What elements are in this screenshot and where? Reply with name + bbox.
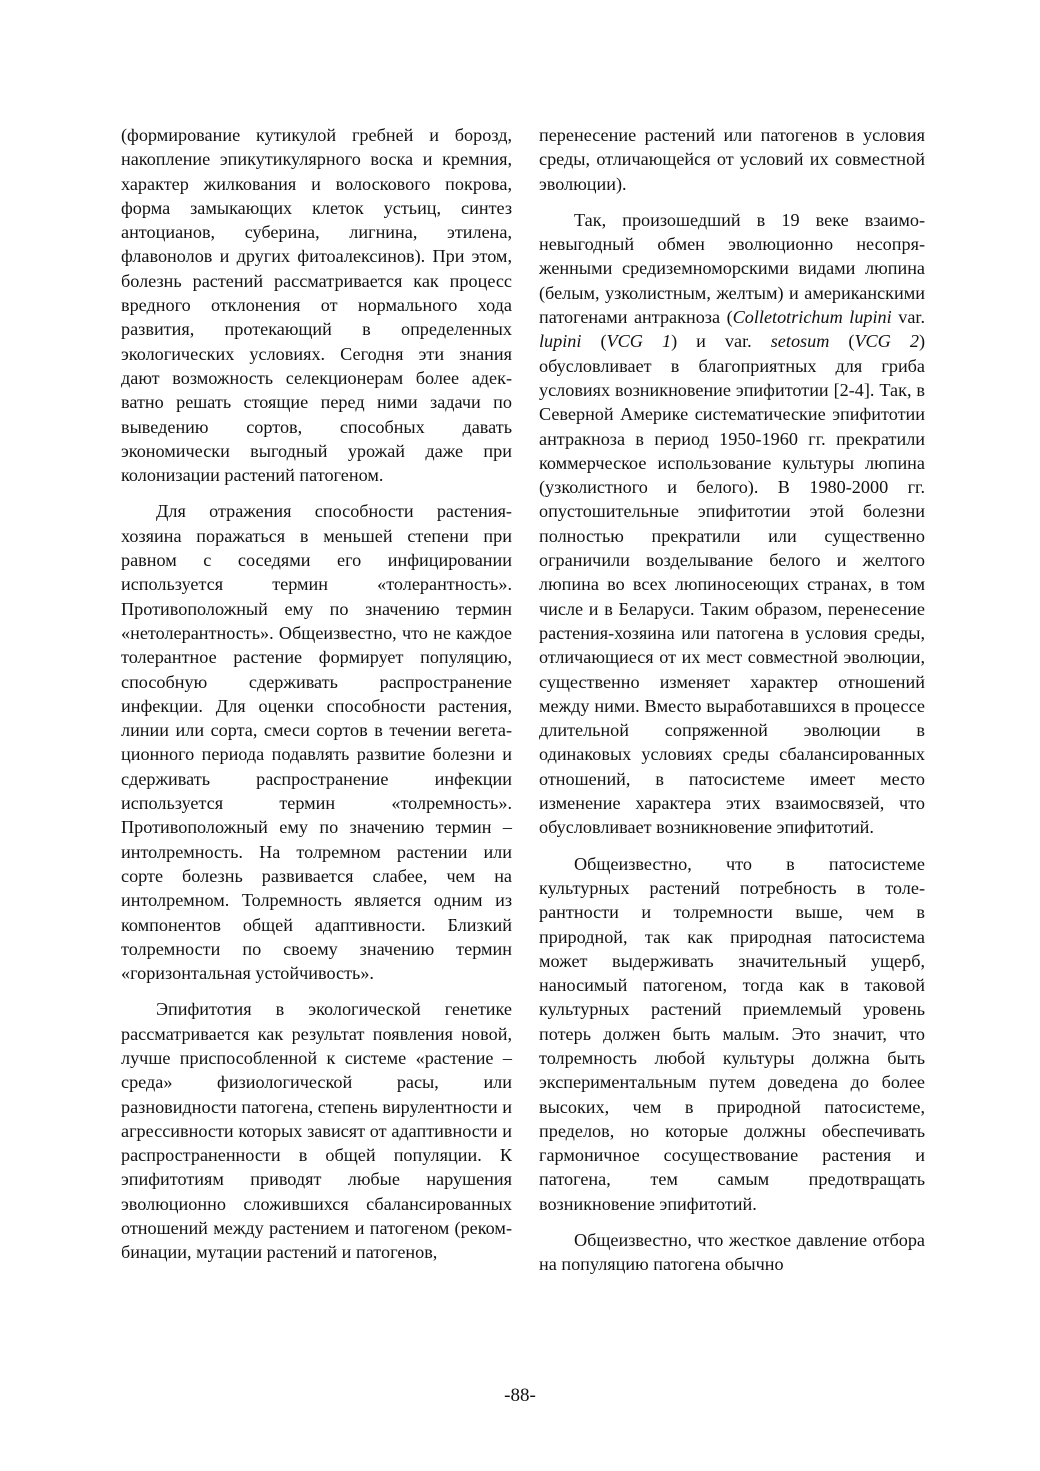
variety-name: setosum [770, 331, 830, 352]
page-number: -88- [504, 1385, 536, 1406]
vcg-label: VCG 1 [606, 331, 672, 352]
paragraph [539, 208, 925, 840]
paragraph: Для отражения способности растения-хозяина поражаться в меньшей степени при равном с соседями его инфицировании используется термин «толерантность». Противоположный ему по значению термин «нетолерантность». Общеизвестно, что не каждое толерантное растение формирует популяцию, способную сдерживать распространение инфекции. Для оценки способности растения, линии или сорта, смеси сортов в течении вегетационного периода подавлять развитие болезни и сдерживать распространение инфекции используется термин «толремность». Противоположный ему по значению термин – интолремность. На толремном растении или сорте болезнь развивается слабее, чем на интолремном. Толремность является одним из компонентов общей адаптивности. Близкий толремности по своему значению термин «горизонтальная устойчивость». [121, 501, 512, 984]
paragraph: Общеизвестно, что жесткое давление отбора на популяцию патогена обычно [539, 1230, 925, 1275]
text-run: ) обусловливает в благоприятных для гриба условиях возникновение эпифитотии [2-4]. Так, в Северной Америке систематические эпифитотии антракноза в период 1950-1960 гг. прекратили коммерческое использование культуры люпина (узколистного и белого). В 1980-2000 гг. опустошительные эпифитотии этой болезни полностью прекратили или существенно ограничили возделывание белого и желтого люпина во всех люпиносеющих странах, в том числе и в Беларуси. Таким образом, перенесение растения-хозяина или патогена в условия среды, отличающиеся от их мест совместной эволюции, существенно изменяет характер отношений между ними. Вместо выработавшихся в процессе длительной сопряженной эволюции в одинаковых условиях среды сбалансированных отношений, в патосистеме имеет место изменение характера этих взаимосвязей, что обусловливает возникновение эпифитотий. [539, 331, 926, 838]
paragraph: Эпифитотия в экологической генетике рассматривается как результат появления новой, лучше приспособленной к системе «растение – среда» физиологической расы, или разновидности патогена, степень вирулентности и агрессивности которых зависят от адаптивности и распространенности в общей популяции. К эпифитотиям приводят любые нарушения эволюционно сложившихся сбалансированных отношений между растением и патогеном (рекомбинации, мутации растений и патогенов, [121, 999, 512, 1263]
text-run: ( [581, 331, 607, 352]
right-text-column [539, 123, 925, 1277]
text-run: Так, произошедший в 19 веке взаимоневыгодный обмен эволюционно несопряженными средиземноморскими видами люпина (белым, узколистным, желтым) и американскими патогенами антракноза ( [539, 209, 925, 328]
variety-name: lupini [539, 331, 582, 352]
vcg-label: VCG 2 [854, 331, 919, 352]
text-run: var. [891, 307, 925, 328]
species-name: Colletotrichum lupini [732, 307, 892, 328]
paragraph: Общеизвестно, что в патосистеме культурных растений потребность в толерантности и толремности выше, чем в природной, так как природная патосистема может выдерживать значительный ущерб, наносимый патогеном, тогда как в таковой культурных растений приемлемый уровень потерь должен быть малым. Это значит, что толремность любой культуры должна быть экспериментальным путем доведена до более высоких, чем в природной патосистеме, пределов, но которые должны обеспечивать гармоничное сосуществование растения и патогена, тем самым предотвращать возникновение эпифитотий. [539, 853, 925, 1214]
text-run: ( [829, 331, 855, 352]
text-run: ) и var. [671, 331, 771, 352]
left-text-column [121, 123, 512, 1265]
paragraph: (формирование кутикулой гребней и борозд, накопление эпикутикулярного воска и кремния, характер жилкования и волоскового покрова, форма замыкающих клеток устьиц, синтез антоцианов, суберина, лигнина, этилена, флавонолов и других фитоалексинов). При этом, болезнь растений рассматривается как процесс вредного отклонения от нормального хода развития, протекающий в определенных экологических условиях. Сегодня эти знания дают возможность селекционерам более адекватно решать стоящие перед ними задачи по выведению сортов, способных давать экономически выгодный урожай даже при колонизации растений патогеном. [121, 125, 512, 486]
paragraph: перенесение растений или патогенов в условия среды, отличающейся от условий их совместной эволюции). [539, 125, 925, 194]
